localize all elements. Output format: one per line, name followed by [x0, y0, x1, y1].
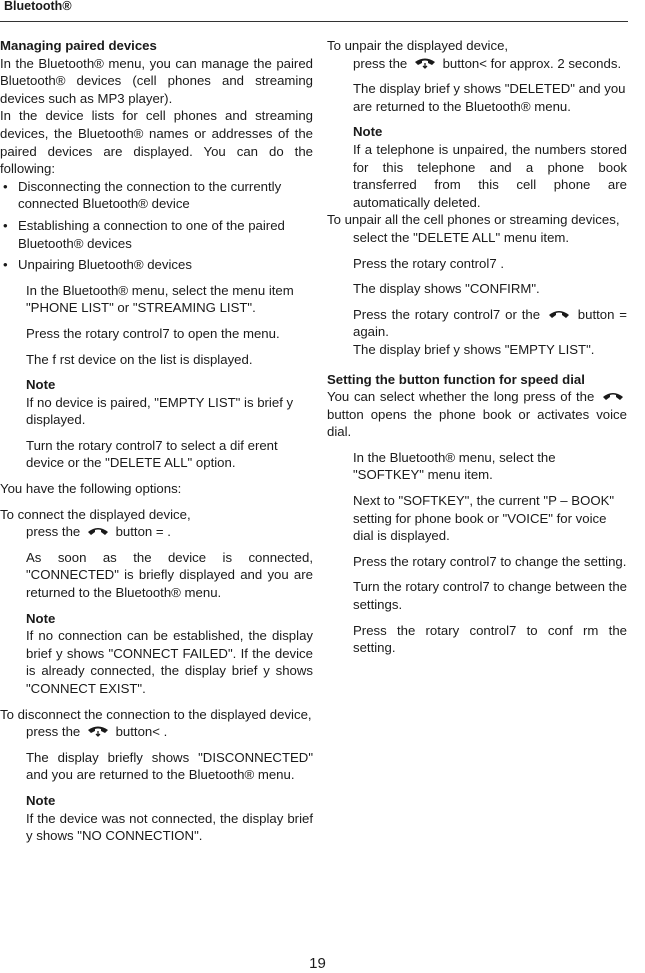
intro-paragraph-2: In the device lists for cell phones and streaming devices, the Bluetooth® names or addresses of the paired devices are displayed. You can do the following:	[0, 108, 313, 177]
step-select-list: In the Bluetooth® menu, select the menu item "PHONE LIST" or "STREAMING LIST".	[26, 282, 294, 316]
note-label: Note	[26, 377, 56, 393]
unpair-description: The display brief y shows "DELETED" and you are returned to the Bluetooth® menu.	[353, 81, 626, 114]
connect-pre-text: press the	[26, 524, 81, 540]
phone-hangup-icon	[413, 58, 437, 69]
disconnect-instruction	[26, 723, 313, 741]
speed-dial-step-3: Press the rotary control7 to change the setting.	[353, 553, 627, 569]
unpair-pre-text: press the	[353, 55, 408, 71]
disconnect-post-text: button< .	[115, 724, 168, 740]
note-unpaired-deleted: If a telephone is unpaired, the numbers stored for this telephone and a phone book transferred from this cell phone are automatically deleted.	[353, 141, 627, 210]
speed-dial-intro-post: button opens the phone book or activates voice dial.	[327, 406, 627, 440]
unpair-all-step-4-post: button = again.	[353, 306, 628, 340]
unpair-instruction	[353, 55, 627, 73]
disconnect-title: To disconnect the connection to the displayed device,	[0, 706, 312, 722]
unpair-all-step-1: select the "DELETE ALL" menu item.	[353, 229, 570, 245]
phone-accept-icon	[86, 526, 110, 537]
speed-dial-step-4: Turn the rotary control7 to change between the settings.	[353, 579, 627, 613]
intro-paragraph-1: In the Bluetooth® menu, you can manage the paired Bluetooth® devices (cell phones and streaming devices such as MP3 player).	[0, 55, 313, 106]
options-bullet-list	[0, 178, 313, 274]
unpair-post-text: button< for approx. 2 seconds.	[442, 55, 622, 71]
step-first-device: The f rst device on the list is displayed.	[26, 351, 253, 367]
note-no-connection: If the device was not connected, the display brief y shows "NO CONNECTION".	[26, 810, 313, 844]
phone-accept-icon	[547, 309, 571, 320]
disconnect-pre-text: press the	[26, 724, 81, 740]
unpair-all-step-4-pre: Press the rotary control7 or the	[353, 306, 541, 322]
section-heading-managing: Managing paired devices	[0, 38, 157, 53]
note-label-3: Note	[26, 792, 56, 808]
speed-dial-intro-pre: You can select whether the long press of the	[327, 389, 595, 405]
header-rule	[0, 21, 628, 22]
unpair-title: To unpair the displayed device,	[327, 38, 509, 53]
step-press-rotary: Press the rotary control7 to open the menu.	[26, 325, 280, 341]
page-number: 19	[309, 955, 326, 972]
unpair-all-step-2: Press the rotary control7 .	[353, 255, 504, 271]
section-heading-speed-dial: Setting the button function for speed dial	[327, 371, 585, 387]
bullet-unpair: • Unpairing Bluetooth® devices	[0, 256, 313, 274]
unpair-all-step-5: The display brief y shows "EMPTY LIST".	[353, 341, 595, 357]
phone-accept-icon	[601, 391, 625, 402]
disconnect-description: The display briefly shows "DISCONNECTED" and you are returned to the Bluetooth® menu.	[26, 749, 313, 783]
options-intro: You have the following options:	[0, 481, 182, 497]
unpair-all-step-3: The display shows "CONFIRM".	[353, 281, 540, 297]
connect-instruction	[26, 523, 313, 541]
bullet-disconnect: • Disconnecting the connection to the currently connected Bluetooth® device	[0, 178, 313, 213]
left-column	[0, 37, 313, 845]
note-connect-failed: If no connection can be established, the display brief y shows "CONNECT FAILED". If the device is already connected, the display brief y shows "CONNECT EXIST".	[26, 628, 313, 696]
note-label-4: Note	[353, 124, 383, 140]
bullet-connect: • Establishing a connection to one of the paired Bluetooth® devices	[0, 217, 313, 252]
page-header-title: Bluetooth®	[4, 0, 72, 13]
speed-dial-step-5: Press the rotary control7 to conf rm the setting.	[353, 622, 627, 656]
connect-post-text: button = .	[115, 524, 171, 540]
note-empty-list: If no device is paired, "EMPTY LIST" is brief y displayed.	[26, 394, 294, 428]
speed-dial-step-2: Next to "SOFTKEY", the current "P – BOOK" setting for phone book or "VOICE" for voice dial is displayed.	[353, 493, 615, 544]
unpair-all-title: To unpair all the cell phones or streaming devices,	[327, 212, 620, 228]
step-turn-rotary: Turn the rotary control7 to select a dif erent device or the "DELETE ALL" option.	[26, 437, 278, 471]
right-column	[327, 37, 627, 657]
note-label-2: Note	[26, 610, 56, 626]
speed-dial-step-1: In the Bluetooth® menu, select the "SOFTKEY" menu item.	[353, 449, 556, 483]
connect-title: To connect the displayed device,	[0, 506, 191, 522]
phone-hangup-icon	[86, 726, 110, 737]
speed-dial-intro	[327, 388, 627, 441]
unpair-all-step-4	[353, 306, 627, 341]
connect-description: As soon as the device is connected, "CONNECTED" is briefly displayed and you are returned to the Bluetooth® menu.	[26, 549, 313, 601]
